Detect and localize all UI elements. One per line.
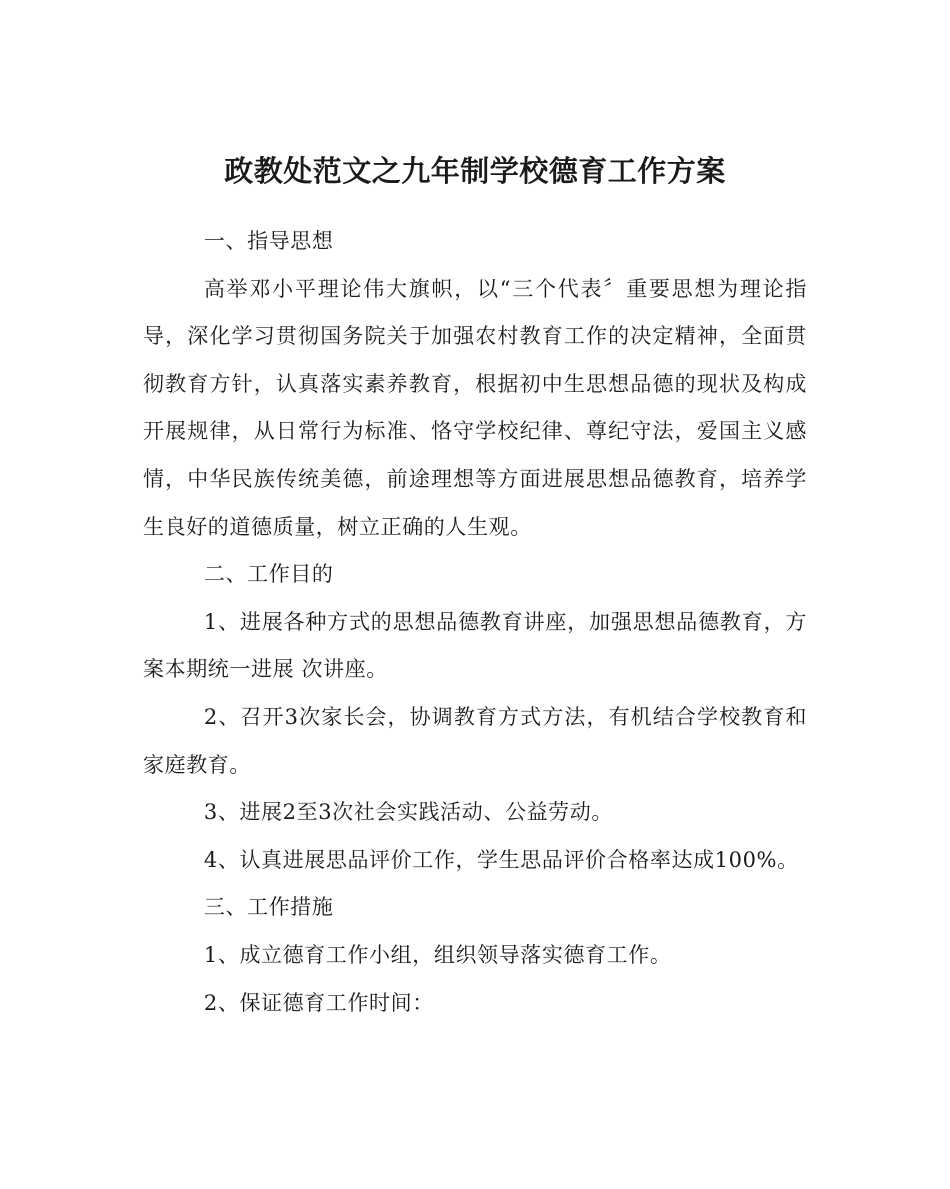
- measure-item-1: 1、成立德育工作小组，组织领导落实德育工作。: [203, 942, 672, 967]
- section-heading-guiding-ideology: 一、指导思想: [203, 229, 334, 253]
- goal-item-3: 3、进展2至3次社会实践活动、公益劳动。: [203, 800, 613, 825]
- measure-item-2: 2、保证德育工作时间：: [203, 990, 434, 1015]
- goal-item-4: 4、认真进展思品评价工作，学生思品评价合格率达成100%。: [203, 847, 799, 872]
- document-body: [143, 218, 807, 1027]
- paragraph-guiding-ideology: 高举邓小平理论伟大旗帜，以“三个代表〞重要思想为理论指导，深化学习贯彻国务院关于加强农村教育工作的决定精神，全面贯彻教育方针，认真落实素养教育，根据初中生思想品德的现状及构成开展规律，从日常行为标准、恪守学校纪律、尊纪守法，爱国主义感情，中华民族传统美德，前途理想等方面进展思想品德教育，培养学生良好的道德质量，树立正确的人生观。: [143, 276, 807, 539]
- goal-item-1: 1、进展各种方式的思想品德教育讲座，加强思想品德教育，方案本期统一进展 次讲座。: [143, 609, 807, 682]
- section-heading-work-goals: 二、工作目的: [203, 562, 334, 587]
- document-title: 政教处范文之九年制学校德育工作方案: [224, 154, 726, 189]
- section-heading-work-measures: 三、工作措施: [203, 895, 334, 920]
- goal-item-2: 2、召开3次家长会，协调教育方式方法，有机结合学校教育和家庭教育。: [143, 704, 807, 777]
